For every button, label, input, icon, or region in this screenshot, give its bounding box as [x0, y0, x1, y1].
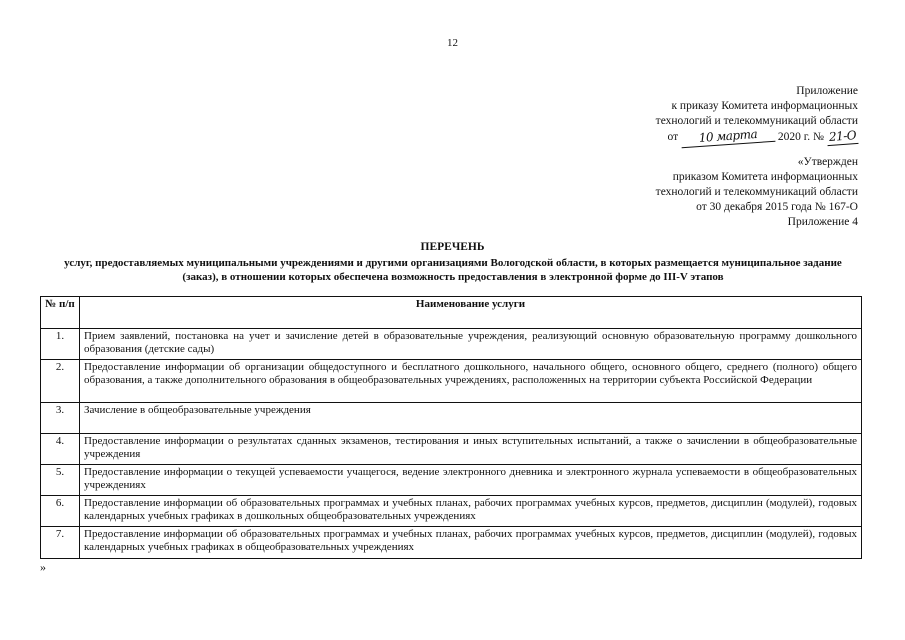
approved-line-3: технологий и телекоммуникаций области	[655, 186, 858, 198]
handwritten-date: 10 марта	[681, 126, 776, 149]
row-number: 3.	[41, 403, 80, 434]
document-title: ПЕРЕЧЕНЬ	[420, 241, 485, 253]
row-number: 7.	[41, 527, 80, 559]
appendix-line-2: к приказу Комитета информационных	[671, 100, 858, 112]
row-number: 2.	[41, 360, 80, 403]
table-row	[41, 465, 862, 496]
table-row	[41, 434, 862, 465]
appendix-date-line	[656, 126, 858, 146]
row-number: 4.	[41, 434, 80, 465]
service-name: Предоставление информации об организации общедоступного и бесплатного дошкольного, начального общего, основного общего, среднего (полного) общего образования, а также дополнительного образования в общеобразовательных учреждениях, расположенных на территории субъекта Российской Федерации	[80, 360, 862, 403]
table-row	[41, 403, 862, 434]
approved-header	[656, 155, 858, 230]
header-service-name: Наименование услуги	[80, 297, 862, 329]
date-year: 2020 г. №	[777, 131, 824, 143]
approved-line-4: от 30 декабря 2015 года № 167-О	[696, 201, 858, 213]
date-prefix: от	[667, 131, 679, 143]
services-table	[40, 296, 862, 559]
table-row	[41, 496, 862, 527]
service-name: Предоставление информации об образовательных программах и учебных планах, рабочих программах учебных курсов, предметов, дисциплин (модулей), годовых календарных учебных графиках в дошкольных общеобразовательных учреждениях	[80, 496, 862, 527]
row-number: 6.	[41, 496, 80, 527]
approved-line-5: Приложение 4	[787, 216, 858, 228]
header-number: № п/п	[41, 297, 80, 329]
table-row	[41, 527, 862, 559]
service-name: Предоставление информации о результатах сданных экзаменов, тестирования и иных вступительных испытаний, а также о зачислении в общеобразовательные учреждения	[80, 434, 862, 465]
service-name: Зачисление в общеобразовательные учреждения	[80, 403, 862, 434]
page-number: 12	[447, 37, 458, 49]
table-row	[41, 360, 862, 403]
row-number: 5.	[41, 465, 80, 496]
service-name: Предоставление информации о текущей успеваемости учащегося, ведение электронного дневника и электронного журнала успеваемости в общеобразовательных учреждениях	[80, 465, 862, 496]
table-header-row	[41, 297, 862, 329]
row-number: 1.	[41, 329, 80, 360]
appendix-line-3: технологий и телекоммуникаций области	[655, 115, 858, 127]
table-row	[41, 329, 862, 360]
appendix-header	[656, 84, 858, 145]
service-name: Прием заявлений, постановка на учет и зачисление детей в образовательные учреждения, реализующий основную образовательную программу дошкольного образования (детские сады)	[80, 329, 862, 360]
appendix-line-1: Приложение	[796, 85, 858, 97]
service-name: Предоставление информации об образовательных программах и учебных планах, рабочих программах учебных курсов, предметов, дисциплин (модулей), годовых календарных учебных графиках в общеобразовательных учреждениях	[80, 527, 862, 559]
handwritten-order-number: 21-О	[826, 128, 858, 146]
approved-line-2: приказом Комитета информационных	[672, 171, 858, 183]
closing-quote: »	[40, 560, 46, 574]
document-subtitle: услуг, предоставляемых муниципальными учреждениями и другими организациями Вологодской области, в которых размещается муниципальное задание (заказ), в отношении которых обеспечена возможность предоставления в электронной форме до III-V этапов	[64, 257, 842, 283]
approved-line-1: «Утвержден	[797, 156, 858, 168]
